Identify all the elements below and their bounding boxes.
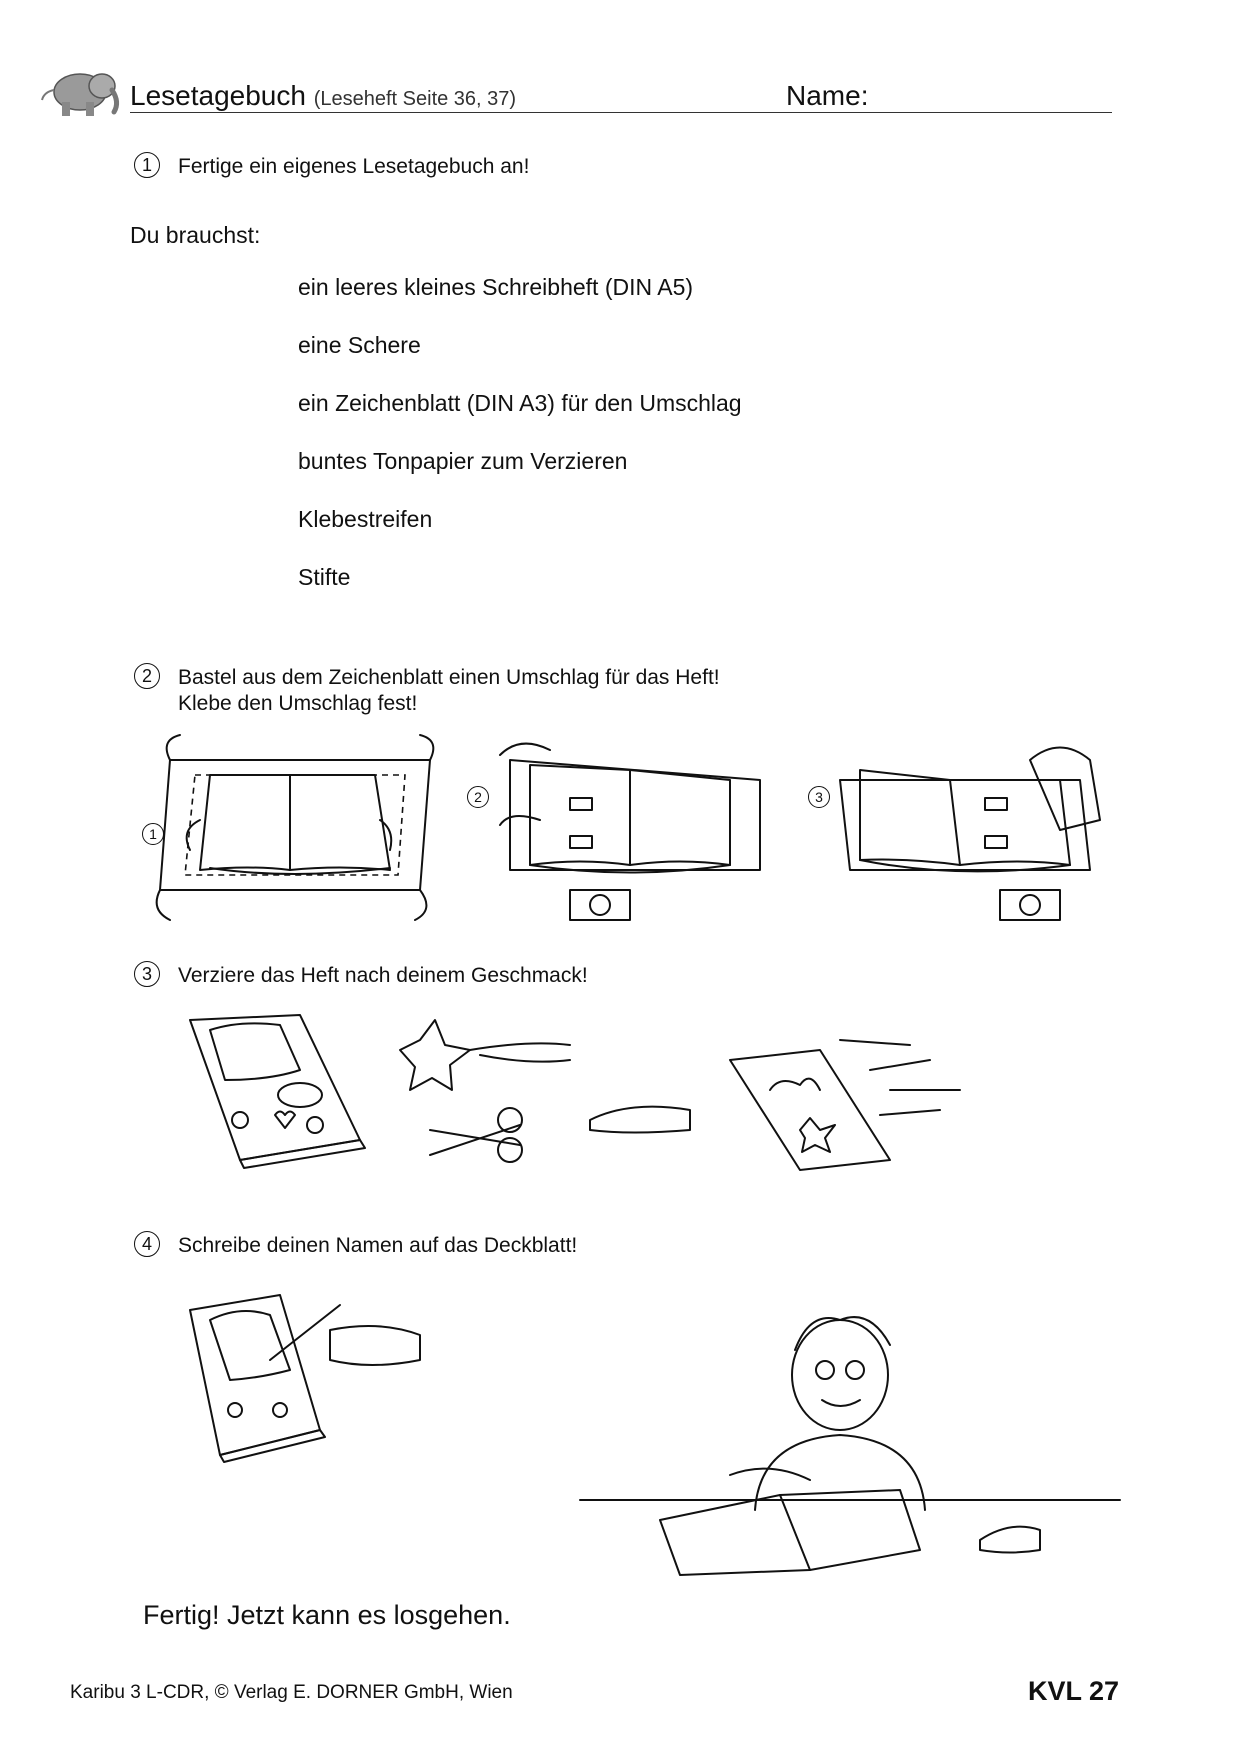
writing-name-illustration <box>180 1290 440 1460</box>
step-number: 3 <box>134 961 160 987</box>
materials-list <box>298 273 742 621</box>
step-text: Verziere das Heft nach deinem Geschmack! <box>178 964 588 987</box>
step-text <box>178 665 720 717</box>
material-item: eine Schere <box>298 332 421 358</box>
cover-fold-illustration-2 <box>470 740 780 940</box>
illustration-badge: 2 <box>467 786 489 808</box>
elephant-logo-icon <box>40 62 124 118</box>
title-main: Lesetagebuch <box>130 80 306 111</box>
material-item: ein Zeichenblatt (DIN A3) für den Umschlag <box>298 390 742 416</box>
illustration-badge: 3 <box>808 786 830 808</box>
child-crafting-illustration <box>580 1310 1120 1580</box>
materials-label: Du brauchst: <box>130 222 261 248</box>
scissors-stars-illustration <box>390 1010 710 1170</box>
material-item: buntes Tonpapier zum Verzieren <box>298 448 628 474</box>
step-3 <box>134 963 588 989</box>
step-4 <box>134 1233 577 1259</box>
page-title <box>130 80 516 112</box>
name-label: Name: <box>786 80 869 111</box>
material-item: Klebestreifen <box>298 506 433 532</box>
illustration-badge: 1 <box>142 823 164 845</box>
step-text: Fertige ein eigenes Lesetagebuch an! <box>178 155 530 178</box>
step-number: 2 <box>134 663 160 689</box>
footer-copyright: Karibu 3 L-CDR, © Verlag E. DORNER GmbH, Wien <box>70 1682 513 1703</box>
name-line[interactable] <box>130 112 1112 113</box>
step-2 <box>134 665 720 717</box>
cover-fold-illustration-1 <box>140 730 470 930</box>
step-text-line: Bastel aus dem Zeichenblatt einen Umschlag für das Heft! <box>178 666 720 689</box>
step-text-line: Klebe den Umschlag fest! <box>178 692 418 715</box>
cover-fold-illustration-3 <box>820 740 1120 940</box>
paper-crayons-illustration <box>720 1030 980 1170</box>
step-text: Schreibe deinen Namen auf das Deckblatt! <box>178 1234 578 1257</box>
decorated-notebook-illustration <box>180 1010 380 1170</box>
footer-page-code: KVL 27 <box>1028 1676 1120 1706</box>
material-item: Stifte <box>298 564 351 590</box>
step-number: 1 <box>134 152 160 178</box>
title-subtitle: (Leseheft Seite 36, 37) <box>313 88 517 110</box>
step-number: 4 <box>134 1231 160 1257</box>
step-1 <box>134 154 529 180</box>
closing-text: Fertig! Jetzt kann es losgehen. <box>143 1600 511 1630</box>
material-item: ein leeres kleines Schreibheft (DIN A5) <box>298 274 694 300</box>
